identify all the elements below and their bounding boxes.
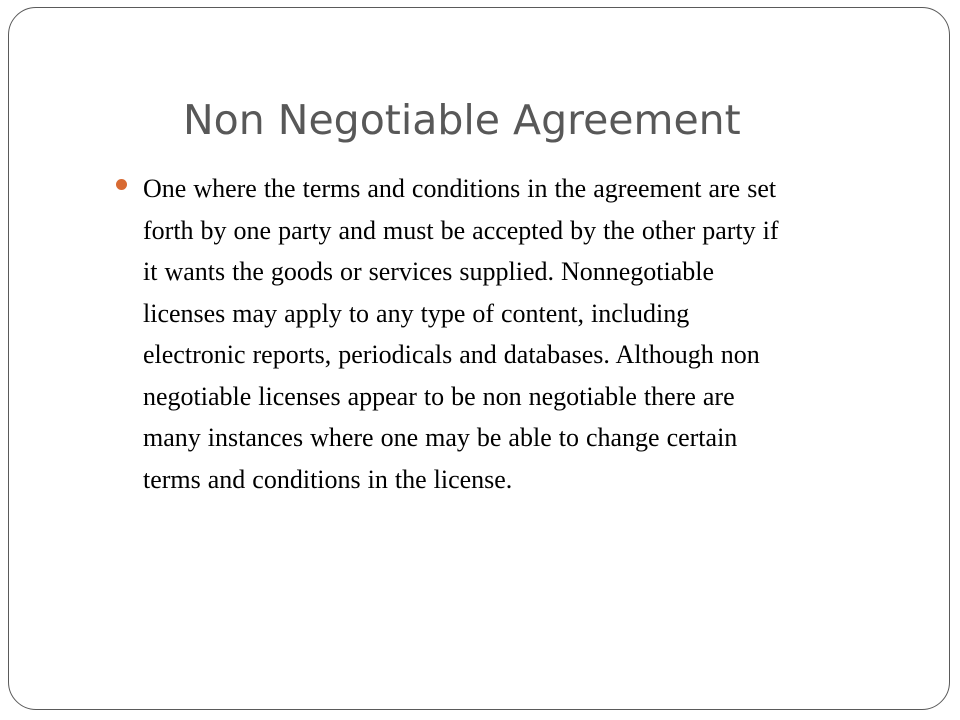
bullet-text-line: terms and conditions in the license.: [143, 464, 513, 494]
bullet-list: [109, 168, 899, 500]
bullet-text-line: electronic reports, periodicals and databases. Although non: [143, 340, 760, 369]
slide-frame: [8, 7, 950, 710]
slide-title: Non Negotiable Agreement: [183, 96, 741, 144]
bullet-dot-icon: [116, 179, 127, 190]
bullet-text-line: forth by one party and must be accepted by the other party if: [143, 215, 779, 245]
bullet-text-line: it wants the goods or services supplied. Nonnegotiable: [143, 257, 715, 286]
bullet-item: [109, 168, 899, 500]
bullet-text-line: licenses may apply to any type of content, including: [143, 298, 690, 328]
bullet-text-line: negotiable licenses appear to be non negotiable there are: [143, 381, 735, 411]
bullet-text-line: many instances where one may be able to change certain: [143, 423, 738, 452]
bullet-text-line: One where the terms and conditions in the agreement are set: [143, 174, 777, 203]
bullet-text: [143, 168, 899, 500]
